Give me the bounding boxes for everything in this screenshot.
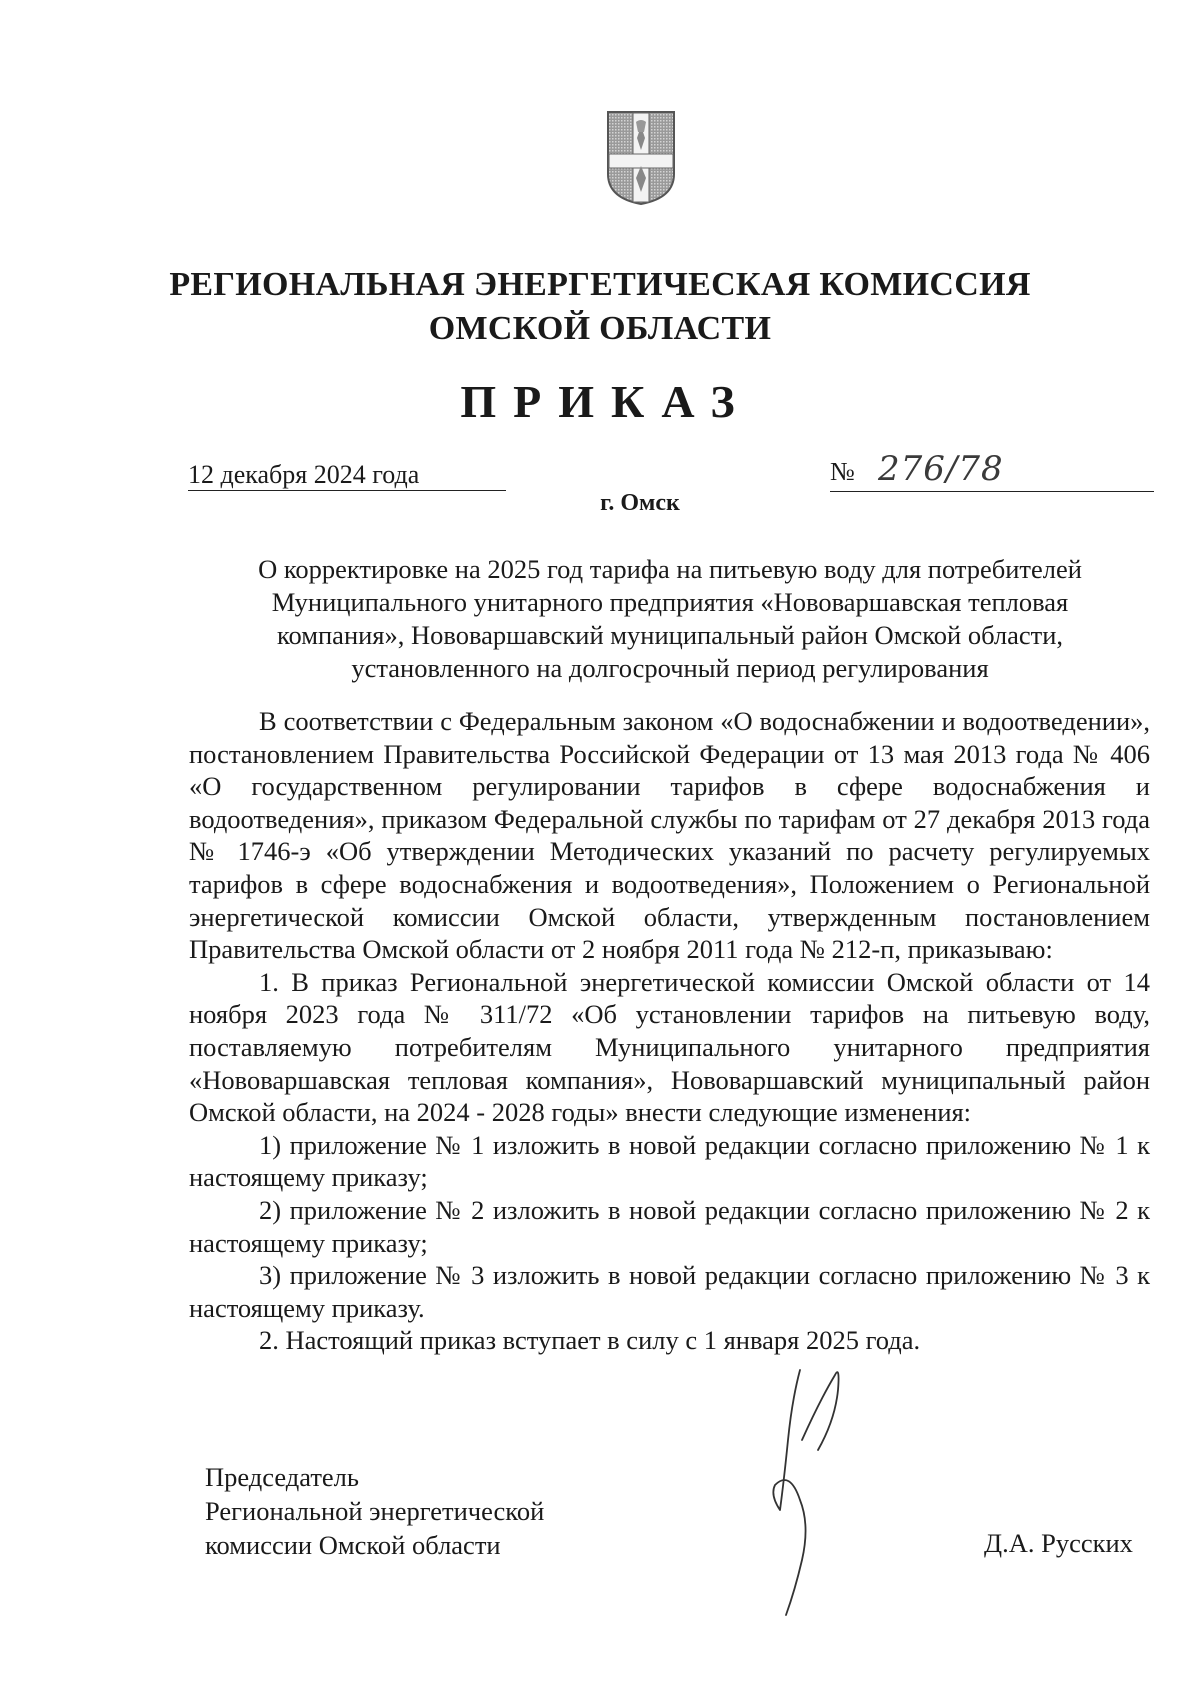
organization-name-line2: ОМСКОЙ ОБЛАСТИ	[428, 310, 772, 347]
position-line: Региональной энергетической	[205, 1496, 545, 1526]
handwritten-signature	[740, 1360, 890, 1620]
order-item-2: 2. Настоящий приказ вступает в силу с 1 января 2025 года.	[259, 1325, 921, 1356]
order-subitem-3: 3) приложение № 3 изложить в новой редакции согласно приложению № 3 к настоящему приказу.	[189, 1260, 1150, 1323]
document-number: 276/78	[878, 449, 1004, 489]
signer-name: Д.А. Русских	[984, 1528, 1133, 1558]
order-subitem-2: 2) приложение № 2 изложить в новой редакции согласно приложению № 2 к настоящему приказу;	[189, 1194, 1150, 1258]
position-line: комиссии Омской области	[205, 1530, 501, 1560]
subject-line: О корректировке на 2025 год тарифа на питьевую воду для потребителей	[258, 554, 1082, 584]
document-body	[189, 705, 1150, 1357]
document-number-field	[830, 449, 1154, 492]
signatory-position	[205, 1460, 544, 1562]
document-type-title: ПРИКАЗ	[460, 376, 752, 427]
subject-line: компания», Нововаршавский муниципальный район Омской области,	[276, 620, 1064, 650]
coat-of-arms-icon	[606, 108, 676, 206]
document-date: 12 декабря 2024 года	[188, 460, 506, 491]
order-subitem-1: 1) приложение № 1 изложить в новой редакции согласно приложению № 1 к настоящему приказу;	[189, 1129, 1150, 1193]
document-city: г. Омск	[600, 490, 680, 516]
preamble-paragraph: В соответствии с Федеральным законом «О водоснабжении и водоотведении», постановлением Правительства Российской Федерации от 13 мая 2013 года № 406 «О государственном регулировании тарифов в сфере водоснабжения и водоотведения», приказом Федеральной службы по тарифам от 27 декабря 2013 года № 1746-э «Об утверждении Методических указаний по расчету регулируемых тарифов в сфере водоснабжения и водоотведения», Положением о Региональной энергетической комиссии Омской области, утвержденным постановлением Правительства Омской области от 2 ноября 2011 года № 212-п, приказываю:	[189, 706, 1150, 965]
subject-line: Муниципального унитарного предприятия «Нововаршавская тепловая	[271, 587, 1069, 617]
subject-line: установленного на долгосрочный период регулирования	[351, 653, 989, 683]
number-sign: №	[830, 457, 855, 486]
position-line: Председатель	[205, 1462, 359, 1492]
document-subject	[180, 553, 1160, 685]
order-item-1: 1. В приказ Региональной энергетической комиссии Омской области от 14 ноября 2023 года № 311/72 «Об установлении тарифов на питьевую воду, поставляемую потребителям Муниципального унитарного предприятия «Нововаршавская тепловая компания», Нововаршавский муниципальный район Омской области, на 2024 - 2028 годы» внести следующие изменения:	[189, 966, 1150, 1128]
organization-name-line1: РЕГИОНАЛЬНАЯ ЭНЕРГЕТИЧЕСКАЯ КОМИССИЯ	[169, 266, 1031, 303]
